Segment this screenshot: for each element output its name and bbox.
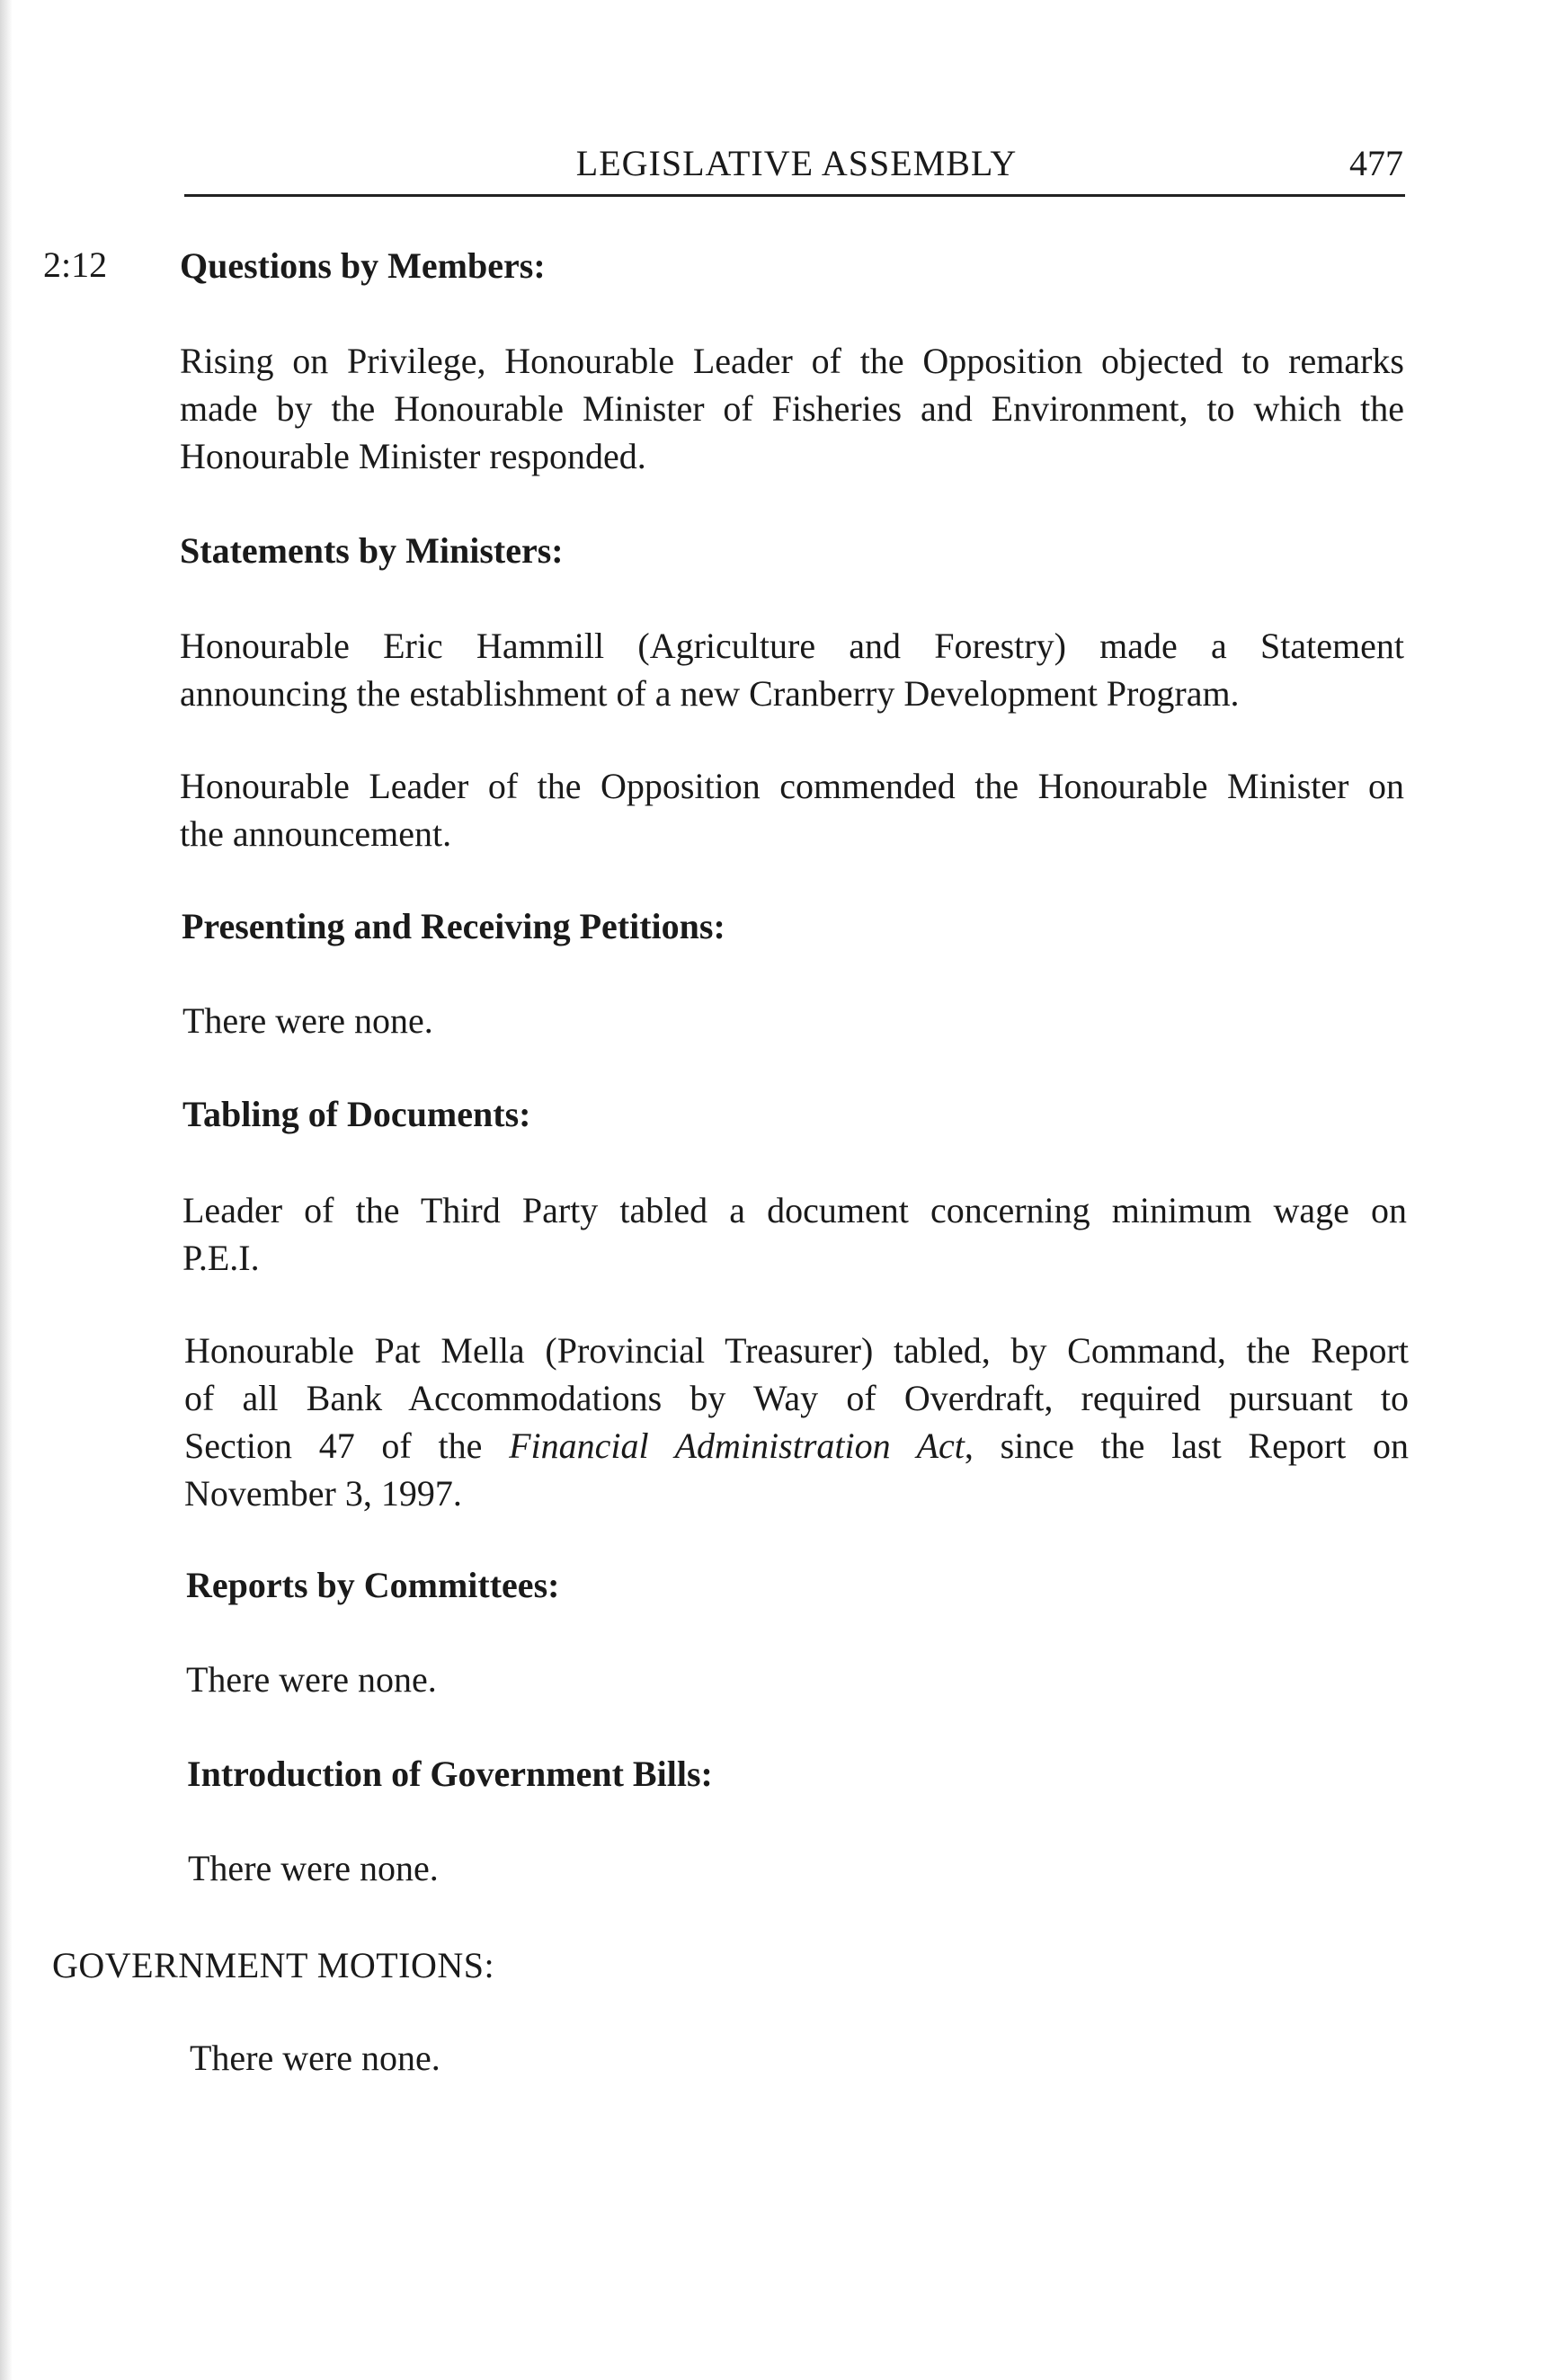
heading-tabling-of-documents: Tabling of Documents:: [182, 1094, 531, 1134]
paragraph-line: Rising on Privilege, Honourable Leader of the Opposition objected to remarks: [180, 341, 1404, 381]
paragraph-line: Honourable Minister responded.: [180, 436, 646, 476]
heading-reports-by-committees: Reports by Committees:: [186, 1565, 560, 1605]
paragraph-bank-accommodations: [184, 1327, 1409, 1517]
act-title: Financial Administration Act: [509, 1425, 965, 1466]
heading-questions-by-members: Questions by Members:: [180, 245, 546, 286]
committees-text: There were none.: [186, 1659, 437, 1700]
heading-government-bills: Introduction of Government Bills:: [187, 1754, 713, 1794]
act-reference-suffix: , since the last Report on: [964, 1425, 1410, 1466]
paragraph-line: Leader of the Third Party tabled a document concerning minimum wage on: [182, 1190, 1407, 1230]
bills-text: There were none.: [188, 1848, 439, 1888]
paragraph-commendation: [180, 762, 1404, 857]
page-edge-shadow: [0, 0, 13, 2380]
header-title: LEGISLATIVE ASSEMBLY: [575, 143, 1018, 183]
paragraph-line: made by the Honourable Minister of Fisheries and Environment, to which the: [180, 388, 1404, 429]
paragraph-line: of all Bank Accommodations by Way of Overdraft, required pursuant to: [184, 1378, 1409, 1418]
motions-text: There were none.: [190, 2038, 440, 2078]
page-number: 477: [1349, 143, 1403, 183]
paragraph-line: P.E.I.: [182, 1238, 260, 1278]
paragraph-line: announcing the establishment of a new Cranberry Development Program.: [180, 673, 1240, 714]
paragraph-line: [184, 1422, 1409, 1470]
paragraph-privilege: [180, 337, 1404, 480]
paragraph-line: Honourable Eric Hammill (Agriculture and Forestry) made a Statement: [180, 626, 1404, 666]
paragraph-statement: [180, 622, 1404, 717]
time-stamp: 2:12: [43, 244, 108, 285]
act-reference-prefix: Section 47 of the: [184, 1425, 510, 1466]
paragraph-minimum-wage: [182, 1186, 1407, 1282]
heading-government-motions: GOVERNMENT MOTIONS:: [52, 1945, 495, 1985]
paragraph-line: Honourable Leader of the Opposition commended the Honourable Minister on: [180, 766, 1404, 806]
paragraph-line: Honourable Pat Mella (Provincial Treasurer) tabled, by Command, the Report: [184, 1330, 1409, 1371]
paragraph-line: November 3, 1997.: [184, 1473, 462, 1514]
heading-statements-by-ministers: Statements by Ministers:: [180, 530, 564, 571]
page-header: [190, 142, 1403, 192]
header-rule: [184, 194, 1405, 197]
heading-petitions: Presenting and Receiving Petitions:: [182, 906, 725, 946]
petitions-text: There were none.: [182, 1000, 433, 1041]
paragraph-line: the announcement.: [180, 813, 452, 854]
